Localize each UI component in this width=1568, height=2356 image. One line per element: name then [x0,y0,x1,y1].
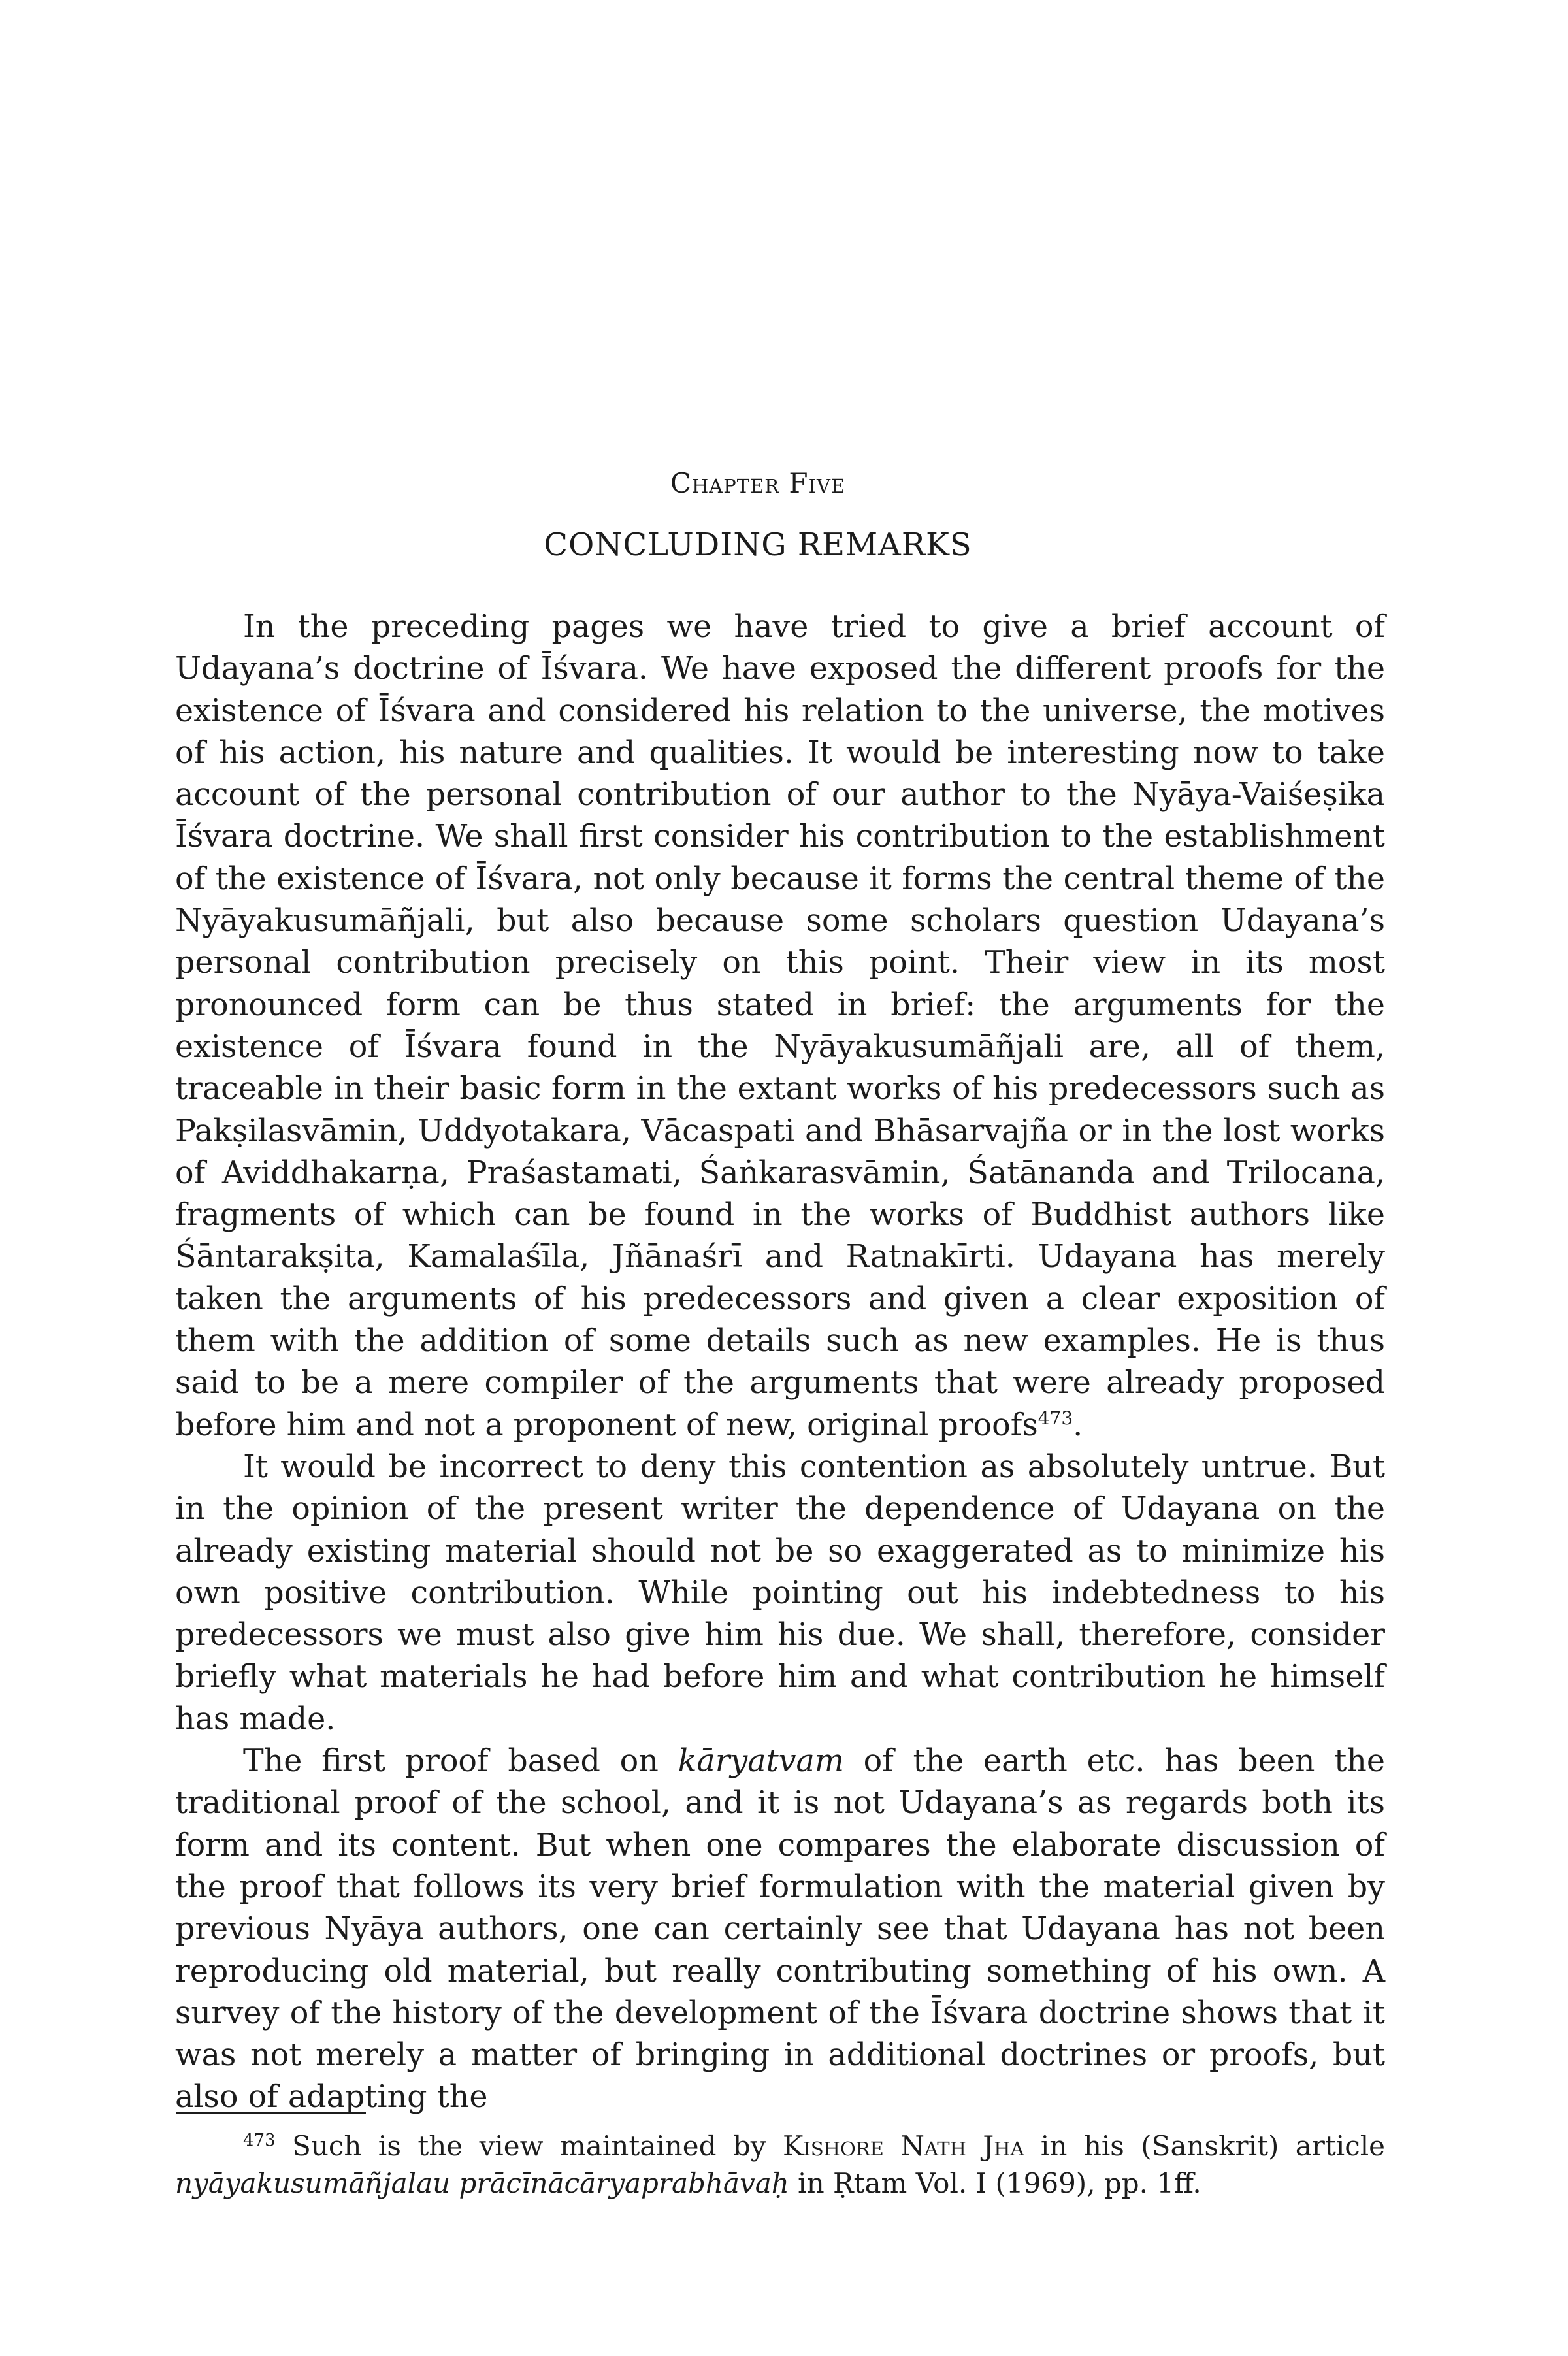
footnote-473 [175,2127,1385,2202]
paragraph-1 [175,606,1385,1447]
paragraph-1-text: In the preceding pages we have tried to give a brief account of Udayana’s doctrine of Īśvara. We have exposed the different proofs for the existence of Īśvara and considered his relation to the universe, the motives of his action, his nature and qualities. It would be interesting now to take account of the personal contribution of our author to the Nyāya-Vaiśeṣika Īśvara doctrine. We shall first consider his contribution to the establishment of the existence of Īśvara, not only because it forms the central theme of the Nyāyakusumāñjali, but also because some scholars question Udayana’s personal contribution precisely on this point. Their view in its most pronounced form can be thus stated in brief: the arguments for the existence of Īśvara found in the Nyāyakusumāñjali are, all of them, traceable in their basic form in the extant works of his predecessors such as Pakṣilasvāmin, Uddyotakara, Vācaspati and Bhāsarvajña or in the lost works of Aviddhakarṇa, Praśastamati, Śaṅkarasvāmin, Śatānanda and Trilocana, fragments of which can be found in the works of Buddhist authors like Śāntarakṣita, Kamalaśīla, Jñānaśrī and Ratnakīrti. Udayana has merely taken the arguments of his predecessors and given a clear exposition of them with the addition of some details such as new examples. He is thus said to be a mere compiler of the arguments that were already proposed before him and not a proponent of new, original proofs [175,609,1385,1443]
paragraph-2: It would be incorrect to deny this contention as absolutely untrue. But in the opinion of the present writer the dependence of Udayana on the already existing material should not be so exaggerated as to minimize his own positive contribution. While pointing out his indebtedness to his predecessors we must also give him his due. We shall, therefore, consider briefly what materials he had before him and what contribution he himself has made. [175,1448,1385,1737]
paragraph-3-italic-term: kāryatvam [678,1743,844,1780]
footnote-reference: 473 [1037,1407,1073,1429]
footnote-text-middle: in his (Sanskrit) article [1024,2130,1386,2162]
footnote [175,2127,1385,2202]
chapter-title: CONCLUDING REMARKS [544,527,972,563]
footnote-author: Kishore Nath Jha [782,2130,1024,2162]
body-text [175,606,1385,2119]
footnote-text-after: in Ṛtam Vol. I (1969), pp. 1ff. [789,2167,1201,2199]
paragraph-3-start: The first proof based on [243,1743,678,1780]
paragraph-3-rest: of the earth etc. has been the traditional proof of the school, and it is not Udayana’s as regards both its form and its content. But when one compares the elaborate discussion of the proof that follows its very brief formulation with the material given by previous Nyāya authors, one can certainly see that Udayana has not been reproducing old material, but really contributing something of his own. A survey of the history of the development of the Īśvara doctrine shows that it was not merely a matter of bringing in additional doctrines or proofs, but also of adapting the [175,1743,1385,2116]
paragraph-1-end: . [1073,1407,1083,1443]
chapter-label: Chapter Five [670,467,846,499]
paragraph-3 [175,1741,1385,2119]
footnote-divider [176,2112,366,2114]
footnote-number: 473 [243,2131,276,2150]
footnote-text-before: Such is the view maintained by [275,2130,783,2162]
footnote-article-title: nyāyakusumāñjalau prācīnācāryaprabhāvaḥ [175,2167,789,2199]
